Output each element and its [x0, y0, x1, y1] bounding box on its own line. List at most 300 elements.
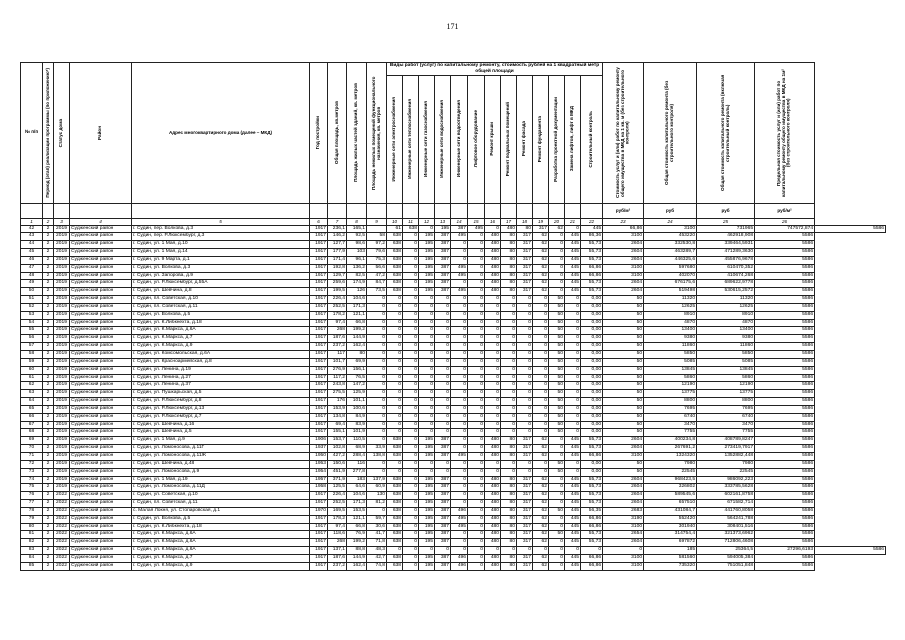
- table-cell: 0: [517, 547, 533, 555]
- table-cell: 1917: [310, 256, 328, 264]
- address-cell: г. Судин, ул. Волкова, д.5: [132, 515, 310, 523]
- table-cell: 55,73: [581, 288, 603, 296]
- address-cell: г. Судин, ул. Шевчина, д.5: [132, 429, 310, 437]
- table-cell: 50: [603, 405, 644, 413]
- table-cell: 185: [644, 547, 697, 555]
- unit-cell: [501, 203, 517, 218]
- table-cell: 51: [21, 296, 43, 304]
- table-cell: 445: [565, 492, 581, 500]
- table-cell: 0: [533, 327, 549, 335]
- table-cell: 0: [403, 296, 419, 304]
- table-cell: 0: [565, 398, 581, 406]
- table-cell: 0: [468, 327, 485, 335]
- address-cell: г. Судин, ул. К.Маркса, д.9: [132, 562, 310, 570]
- table-cell: 0: [533, 390, 549, 398]
- table-cell: 1917: [310, 272, 328, 280]
- table-cell: 55,73: [581, 539, 603, 547]
- table-cell: 62: [533, 484, 549, 492]
- table-cell: 0: [419, 390, 435, 398]
- table-cell: 0: [435, 382, 451, 390]
- table-cell: 0: [468, 437, 485, 445]
- district-cell: Судженский район: [70, 382, 132, 390]
- table-cell: 0: [367, 398, 387, 406]
- table-cell: 0: [468, 343, 485, 351]
- table-cell: 0: [387, 366, 403, 374]
- table-cell: 480: [485, 445, 501, 453]
- table-cell: 676175,6: [644, 280, 697, 288]
- address-cell: г. Судин, ул. Ломоносова, д.11Д: [132, 484, 310, 492]
- table-row: [21, 500, 886, 508]
- table-cell: 62: [533, 288, 549, 296]
- table-cell: 0: [468, 280, 485, 288]
- table-cell: 0: [565, 358, 581, 366]
- table-cell: 0: [387, 547, 403, 555]
- table-cell: 5586: [755, 249, 815, 257]
- table-cell: 0: [501, 327, 517, 335]
- table-cell: 46: [21, 256, 43, 264]
- district-cell: Судженский район: [70, 484, 132, 492]
- table-cell: 195: [435, 225, 451, 233]
- table-cell: 80: [501, 515, 517, 523]
- table-cell: 0: [501, 343, 517, 351]
- district-cell: Судженский район: [70, 280, 132, 288]
- table-cell: 1917: [310, 249, 328, 257]
- table-cell: 2019: [54, 382, 70, 390]
- unit-cell: [403, 203, 419, 218]
- table-cell: 0: [403, 484, 419, 492]
- table-cell: 657510: [644, 500, 697, 508]
- header-cell: Общая стоимость капитального ремонта (без строительного контроля): [644, 63, 697, 204]
- table-cell: 333785,5628: [697, 484, 755, 492]
- table-cell: 62: [533, 437, 549, 445]
- table-cell: 2: [43, 515, 54, 523]
- table-cell: 445: [565, 452, 581, 460]
- table-cell: 75,3: [367, 256, 387, 264]
- table-cell: 104,6: [347, 492, 367, 500]
- table-cell: 1917: [310, 523, 328, 531]
- table-cell: 192,8: [328, 264, 347, 272]
- address-cell: г. Судин, ул. Ломоносова, д.11Г: [132, 445, 310, 453]
- table-cell: 0: [468, 413, 485, 421]
- table-cell: 84,9: [347, 413, 367, 421]
- header-cell: Адрес многоквартирного дома (далее – МКД): [132, 63, 310, 204]
- table-cell: 74,8: [367, 562, 387, 570]
- table-cell: 564241,788: [697, 515, 755, 523]
- address-cell: г. Судин, ул. Ломоносова, д.9: [132, 468, 310, 476]
- table-cell: 387: [435, 531, 451, 539]
- table-cell: 0: [485, 374, 501, 382]
- table-cell: 62: [533, 280, 549, 288]
- table-cell: 0: [517, 398, 533, 406]
- table-cell: 237,2: [328, 343, 347, 351]
- table-cell: 80: [517, 225, 533, 233]
- table-cell: 0: [501, 390, 517, 398]
- table-cell: 80: [501, 445, 517, 453]
- table-cell: 480: [485, 562, 501, 570]
- table-row: [21, 398, 886, 406]
- table-cell: 183: [347, 476, 367, 484]
- table-cell: 387: [435, 233, 451, 241]
- header-cell: Инженерные сети газоснабжения: [419, 75, 435, 203]
- table-cell: 0: [485, 311, 501, 319]
- table-cell: 68,9: [347, 445, 367, 453]
- table-cell: 5586: [755, 382, 815, 390]
- table-cell: 54: [21, 319, 43, 327]
- table-cell: 146,2: [328, 233, 347, 241]
- table-cell: 0: [435, 335, 451, 343]
- table-cell: 0: [549, 264, 565, 272]
- table-cell: 8800: [697, 398, 755, 406]
- table-cell: 74: [21, 476, 43, 484]
- table-cell: 62: [533, 554, 549, 562]
- table-cell: 83: [21, 547, 43, 555]
- table-cell: 0: [435, 460, 451, 468]
- table-cell: 82,5: [347, 272, 367, 280]
- table-cell: 2: [43, 452, 54, 460]
- table-cell: 62: [21, 382, 43, 390]
- table-cell: 5586: [755, 398, 815, 406]
- table-cell: 5085: [644, 358, 697, 366]
- table-cell: 387: [435, 500, 451, 508]
- table-cell: 22545: [697, 468, 755, 476]
- table-cell: 0: [565, 319, 581, 327]
- table-cell: 0: [403, 366, 419, 374]
- table-cell: 332530,8: [644, 241, 697, 249]
- table-cell: 195: [419, 272, 435, 280]
- table-cell: 50: [549, 335, 565, 343]
- table-header: [21, 63, 886, 226]
- table-cell: 195: [419, 288, 435, 296]
- table-cell: 195: [419, 507, 435, 515]
- table-cell: 0: [549, 256, 565, 264]
- table-cell: 0: [367, 311, 387, 319]
- table-cell: 48: [21, 272, 43, 280]
- table-cell: 117: [328, 351, 347, 359]
- table-cell: 76: [21, 492, 43, 500]
- table-cell: 0: [468, 405, 485, 413]
- table-cell: 0: [485, 390, 501, 398]
- table-row: [21, 452, 886, 460]
- table-cell: 50: [549, 507, 565, 515]
- table-cell: 1917: [310, 327, 328, 335]
- table-cell: 0: [451, 500, 468, 508]
- table-cell: 301940: [644, 523, 697, 531]
- table-cell: 2: [43, 429, 54, 437]
- table-cell: 0: [468, 547, 485, 555]
- district-cell: Судженский район: [70, 343, 132, 351]
- table-cell: 0: [403, 507, 419, 515]
- table-cell: 0: [387, 405, 403, 413]
- table-cell: 2: [43, 303, 54, 311]
- table-cell: 5586: [755, 296, 815, 304]
- table-cell: 2: [43, 405, 54, 413]
- table-cell: 13775: [644, 390, 697, 398]
- table-cell: 66,86: [581, 272, 603, 280]
- table-cell: 3100: [603, 272, 644, 280]
- table-cell: 56: [21, 335, 43, 343]
- table-cell: 0: [435, 413, 451, 421]
- table-cell: 5586: [755, 335, 815, 343]
- table-cell: 0: [549, 437, 565, 445]
- table-cell: 50: [549, 460, 565, 468]
- table-cell: 73: [21, 468, 43, 476]
- table-cell: 0: [501, 303, 517, 311]
- table-cell: 0: [485, 398, 501, 406]
- table-cell: 0,00: [581, 319, 603, 327]
- table-cell: 68: [21, 429, 43, 437]
- table-cell: 0: [517, 429, 533, 437]
- table-cell: 121,1: [347, 311, 367, 319]
- table-cell: 2019: [54, 319, 70, 327]
- table-cell: 195: [419, 554, 435, 562]
- table-cell: 480: [485, 264, 501, 272]
- table-cell: 1958: [310, 484, 328, 492]
- table-cell: 480: [485, 233, 501, 241]
- table-cell: 50: [603, 390, 644, 398]
- table-cell: 589545,6: [644, 492, 697, 500]
- table-cell: 0: [435, 390, 451, 398]
- table-cell: 0: [565, 460, 581, 468]
- table-cell: 11320: [644, 296, 697, 304]
- table-cell: 0: [387, 421, 403, 429]
- table-cell: 42,7: [367, 554, 387, 562]
- table-cell: 7980: [644, 460, 697, 468]
- table-cell: 445: [565, 500, 581, 508]
- table-cell: 5586: [755, 233, 815, 241]
- table-cell: 0: [533, 319, 549, 327]
- table-cell: 75: [21, 484, 43, 492]
- table-cell: 3190: [603, 515, 644, 523]
- table-cell: 55,73: [581, 531, 603, 539]
- table-cell: 0: [565, 468, 581, 476]
- table-cell: 1917: [310, 398, 328, 406]
- table-cell: 2022: [54, 492, 70, 500]
- table-cell: 259,6: [328, 280, 347, 288]
- header-cell: Стоимость услуг и (или) работ по капитальному ремонту общего имущества в МКД на 1 кв. м (без строительного контроля): [603, 63, 644, 204]
- table-cell: 226,4: [328, 296, 347, 304]
- table-cell: 751051,848: [697, 562, 755, 570]
- header-cell: Замена лифтов, лифт в МКД: [565, 75, 581, 203]
- table-cell: 195: [419, 492, 435, 500]
- header-cell: Строительный контроль: [581, 75, 603, 203]
- table-cell: 70: [21, 445, 43, 453]
- table-cell: 0: [451, 421, 468, 429]
- table-cell: 84,7: [367, 280, 387, 288]
- table-cell: 199,5: [328, 288, 347, 296]
- district-cell: Судженский район: [70, 531, 132, 539]
- table-cell: 2019: [54, 452, 70, 460]
- address-cell: г. Судин, ул. Ломоносова, д.11Ж: [132, 452, 310, 460]
- table-cell: 0: [485, 351, 501, 359]
- table-cell: 0: [485, 405, 501, 413]
- table-cell: 0,00: [581, 335, 603, 343]
- table-cell: 80: [501, 476, 517, 484]
- table-cell: 0: [468, 241, 485, 249]
- table-cell: 50: [549, 351, 565, 359]
- header-cell: Инженерные сети водоотведения: [451, 75, 468, 203]
- table-cell: 41,7: [367, 531, 387, 539]
- table-cell: 195: [419, 523, 435, 531]
- table-cell: 0: [419, 366, 435, 374]
- table-cell: 0: [468, 256, 485, 264]
- table-cell: 80: [501, 280, 517, 288]
- district-cell: Судженский район: [70, 264, 132, 272]
- table-cell: 0: [451, 319, 468, 327]
- table-cell: 2019: [54, 358, 70, 366]
- table-cell: 53: [21, 311, 43, 319]
- table-cell: 118,6: [328, 531, 347, 539]
- table-cell: 0: [419, 296, 435, 304]
- table-cell: 0: [419, 303, 435, 311]
- table-cell: 317: [517, 515, 533, 523]
- unit-cell: [549, 203, 565, 218]
- table-cell: 42: [21, 225, 43, 233]
- table-cell: 317: [517, 531, 533, 539]
- table-cell: 195: [419, 515, 435, 523]
- table-cell: 97,4: [328, 319, 347, 327]
- table-row: [21, 280, 886, 288]
- table-cell: 445: [565, 554, 581, 562]
- table-cell: 63: [21, 390, 43, 398]
- table-cell: 153,9: [328, 405, 347, 413]
- unit-cell: [485, 203, 501, 218]
- address-cell: г. Судин, ул. 1 Мая, д.9: [132, 437, 310, 445]
- table-cell: 195: [419, 256, 435, 264]
- table-row: [21, 437, 886, 445]
- table-cell: 55,73: [581, 500, 603, 508]
- table-cell: 445: [565, 264, 581, 272]
- table-cell: 0: [565, 311, 581, 319]
- table-cell: 0: [419, 421, 435, 429]
- table-cell: 2683: [603, 507, 644, 515]
- table-cell: 1917: [310, 562, 328, 570]
- table-cell: 0: [367, 507, 387, 515]
- table-cell: 0: [435, 398, 451, 406]
- table-cell: 195: [419, 280, 435, 288]
- table-cell: 62: [533, 531, 549, 539]
- table-cell: 0: [451, 539, 468, 547]
- address-cell: г. Судин, ул. К.Маркса, д.7: [132, 554, 310, 562]
- table-cell: 0: [419, 327, 435, 335]
- table-cell: 199,2: [347, 327, 367, 335]
- table-cell: 0: [387, 335, 403, 343]
- district-cell: Судженский район: [70, 256, 132, 264]
- district-cell: Судженский район: [70, 429, 132, 437]
- table-cell: 5586: [755, 484, 815, 492]
- table-cell: 0: [419, 413, 435, 421]
- table-cell: 0: [403, 413, 419, 421]
- table-cell: 0: [468, 468, 485, 476]
- table-cell: 0: [419, 460, 435, 468]
- table-cell: 1917: [310, 233, 328, 241]
- table-cell: 59: [21, 358, 43, 366]
- table-cell: 2019: [54, 288, 70, 296]
- table-cell: 0: [367, 382, 387, 390]
- table-cell: 314754,4: [644, 531, 697, 539]
- table-cell: 195: [419, 233, 435, 241]
- table-cell: 0: [485, 335, 501, 343]
- table-cell: 50: [603, 366, 644, 374]
- table-cell: 0: [403, 272, 419, 280]
- table-cell: 638: [387, 484, 403, 492]
- table-cell: 0: [468, 288, 485, 296]
- unit-cell: [367, 203, 387, 218]
- table-cell: 0: [565, 335, 581, 343]
- table-cell: 2604: [603, 539, 644, 547]
- unit-cell: [533, 203, 549, 218]
- table-cell: 0: [403, 327, 419, 335]
- table-cell: 387: [435, 554, 451, 562]
- table-cell: 3100: [603, 452, 644, 460]
- table-cell: 445: [581, 225, 603, 233]
- table-cell: 2: [43, 484, 54, 492]
- table-row: [21, 382, 886, 390]
- table-cell: 5586: [755, 468, 815, 476]
- table-cell: 9380: [697, 335, 755, 343]
- table-cell: 55,73: [581, 445, 603, 453]
- table-cell: 0: [533, 311, 549, 319]
- column-number-cell: 12: [419, 218, 435, 225]
- table-cell: 0: [403, 523, 419, 531]
- table-cell: 0,00: [581, 296, 603, 304]
- table-cell: 638: [387, 256, 403, 264]
- table-cell: 0: [403, 343, 419, 351]
- table-cell: 2019: [54, 241, 70, 249]
- table-cell: 50: [603, 421, 644, 429]
- table-row: [21, 468, 886, 476]
- table-cell: 22545: [644, 468, 697, 476]
- table-cell: 5850: [644, 351, 697, 359]
- unit-cell: [347, 203, 367, 218]
- table-cell: 0: [451, 445, 468, 453]
- table-cell: 1917: [310, 343, 328, 351]
- table-cell: 130: [367, 492, 387, 500]
- table-cell: 66,8: [347, 523, 367, 531]
- district-cell: Судженский район: [70, 500, 132, 508]
- unit-cell: [419, 203, 435, 218]
- table-cell: 0: [485, 429, 501, 437]
- table-row: [21, 327, 886, 335]
- table-cell: 387: [435, 241, 451, 249]
- table-cell: 0: [451, 358, 468, 366]
- table-cell: 0: [533, 460, 549, 468]
- table-cell: 62: [533, 445, 549, 453]
- table-cell: 11860: [697, 343, 755, 351]
- table-cell: 50: [603, 335, 644, 343]
- table-cell: 80: [347, 351, 367, 359]
- table-cell: 445: [565, 445, 581, 453]
- table-cell: 195: [419, 539, 435, 547]
- table-cell: 0: [451, 311, 468, 319]
- table-cell: 2: [43, 476, 54, 484]
- table-cell: 402070: [644, 272, 697, 280]
- table-cell: 195: [419, 500, 435, 508]
- table-cell: 5586: [755, 374, 815, 382]
- table-cell: 495: [451, 264, 468, 272]
- table-cell: 5586: [755, 500, 815, 508]
- table-cell: 2654: [603, 531, 644, 539]
- table-cell: 0: [549, 288, 565, 296]
- table-cell: 387: [435, 264, 451, 272]
- table-cell: 0: [419, 343, 435, 351]
- table-cell: 0: [533, 421, 549, 429]
- table-cell: 0: [533, 335, 549, 343]
- table-cell: 4870: [644, 319, 697, 327]
- table-cell: 2604: [603, 500, 644, 508]
- column-number-cell: 11: [403, 218, 419, 225]
- table-cell: 697872: [644, 539, 697, 547]
- table-cell: 0: [403, 531, 419, 539]
